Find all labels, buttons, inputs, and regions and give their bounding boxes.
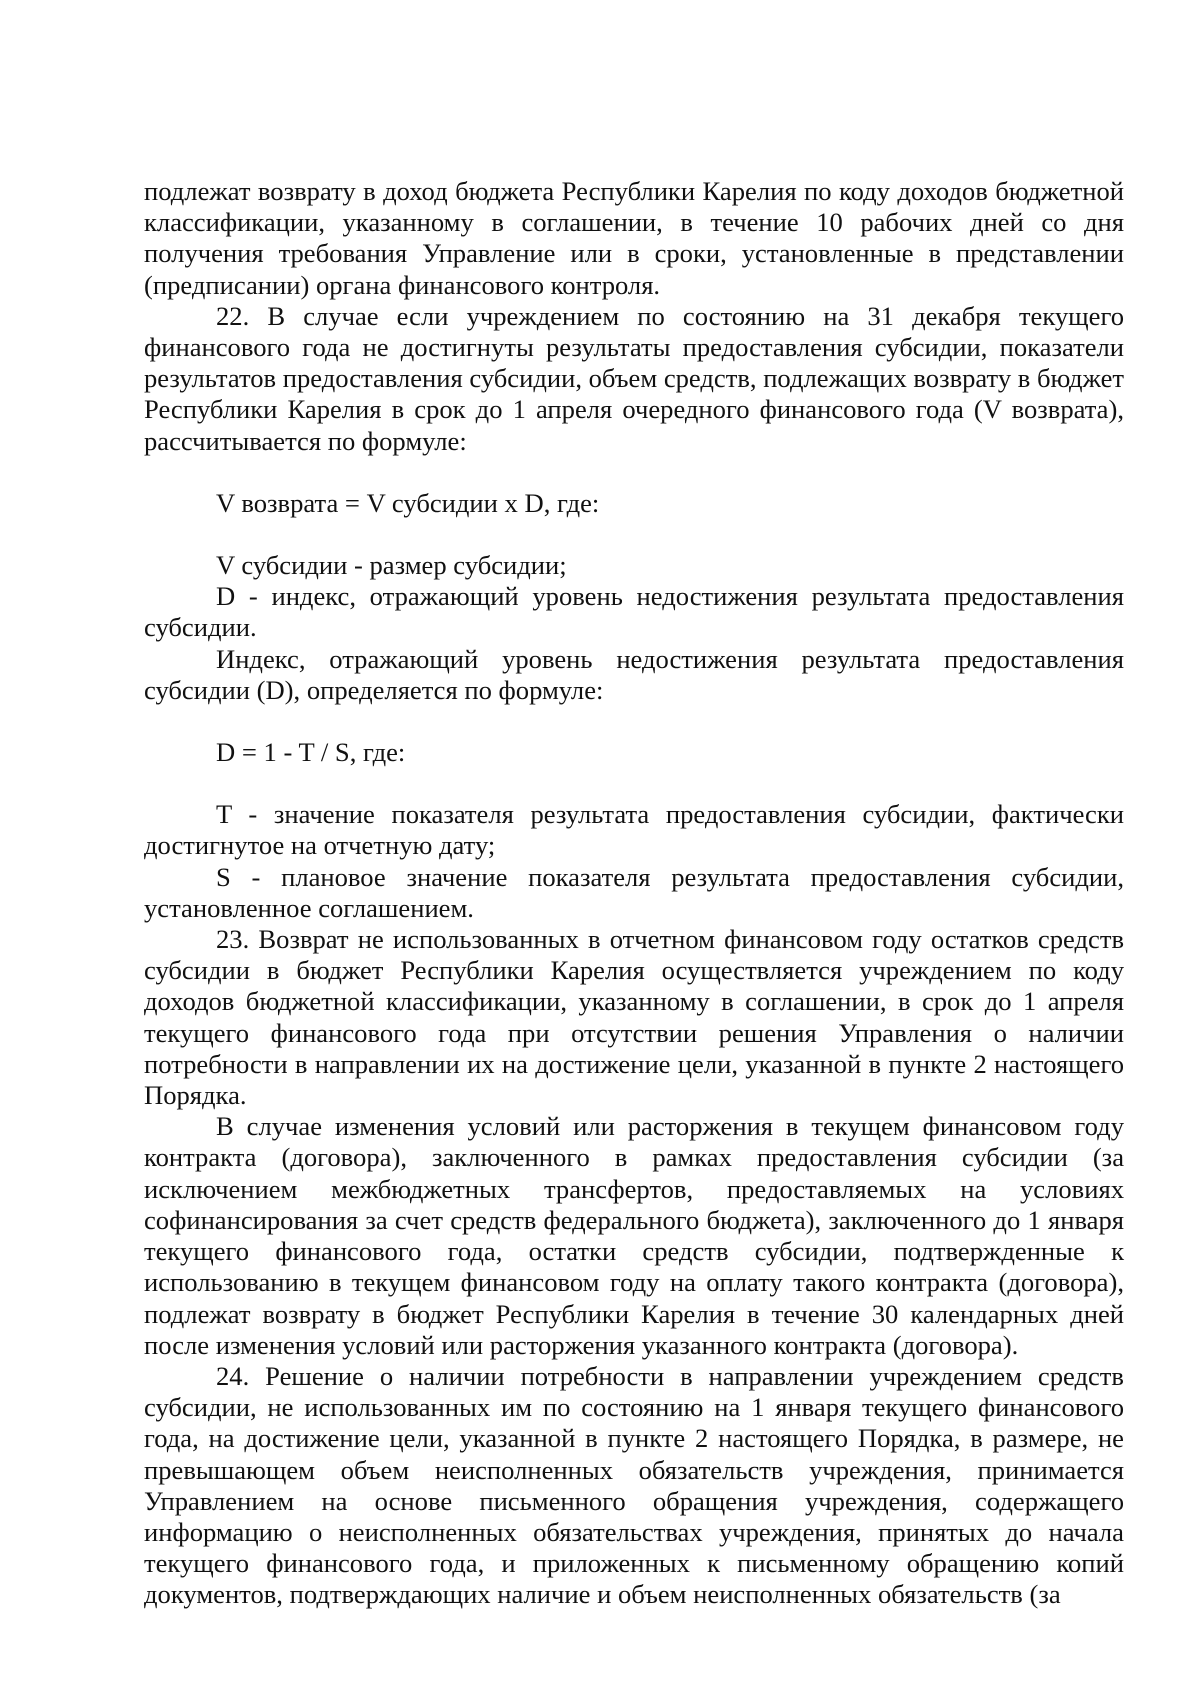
definition-v-subsidy: V субсидии - размер субсидии; (216, 550, 567, 581)
definition-t: T - значение показателя результата предоставления субсидии, фактически достигнутое на отчетную дату; (144, 799, 1124, 861)
definition-d-index: D - индекс, отражающий уровень недостижения результата предоставления субсидии. (144, 581, 1124, 643)
paragraph-contract-change: В случае изменения условий или расторжения в текущем финансовом году контракта (договора), заключенного в рамках предоставления субсидии (за исключением межбюджетных трансфертов, предоставляемых на условиях софинансирования за счет средств федерального бюджета), заключенного до 1 января текущего финансового года, остатки средств субсидии, подтвержденные к использованию в текущем финансовом году на оплату такого контракта (договора), подлежат возврату в бюджет Республики Карелия в течение 30 календарных дней после изменения условий или расторжения указанного контракта (договора). (144, 1111, 1124, 1360)
paragraph-index-intro: Индекс, отражающий уровень недостижения результата предоставления субсидии (D), определяется по формуле: (144, 643, 1124, 705)
paragraph-24: 24. Решение о наличии потребности в направлении учреждением средств субсидии, не использованных им по состоянию на 1 января текущего финансового года, на достижение цели, указанной в пункте 2 настоящего Порядка, в размере, не превышающем объем неисполненных обязательств учреждения, принимается Управлением на основе письменного обращения учреждения, содержащего информацию о неисполненных обязательствах учреждения, принятых до начала текущего финансового года, и приложенных к письменному обращению копий документов, подтверждающих наличие и объем неисполненных обязательств (за (144, 1360, 1124, 1610)
paragraph-continuation: подлежат возврату в доход бюджета Республики Карелия по коду доходов бюджетной классификации, указанному в соглашении, в течение 10 рабочих дней со дня получения требования Управление или в сроки, установленные в представлении (предписании) органа финансового контроля. (144, 176, 1124, 300)
definition-s: S - плановое значение показателя результата предоставления субсидии, установленное соглашением. (144, 861, 1124, 923)
paragraph-22: 22. В случае если учреждением по состоянию на 31 декабря текущего финансового года не достигнуты результаты предоставления субсидии, показатели результатов предоставления субсидии, объем средств, подлежащих возврату в бюджет Республики Карелия в срок до 1 апреля очередного финансового года (V возврата), рассчитывается по формуле: (144, 300, 1124, 456)
formula-d: D = 1 - T / S, где: (216, 737, 406, 768)
formula-v-return: V возврата = V субсидии x D, где: (216, 487, 600, 518)
paragraph-23: 23. Возврат не использованных в отчетном финансовом году остатков средств субсидии в бюджет Республики Карелия осуществляется учреждением по коду доходов бюджетной классификации, указанному в соглашении, в срок до 1 апреля текущего финансового года при отсутствии решения Управления о наличии потребности в направлении их на достижение цели, указанной в пункте 2 настоящего Порядка. (144, 924, 1124, 1111)
document-body (144, 176, 1124, 1611)
